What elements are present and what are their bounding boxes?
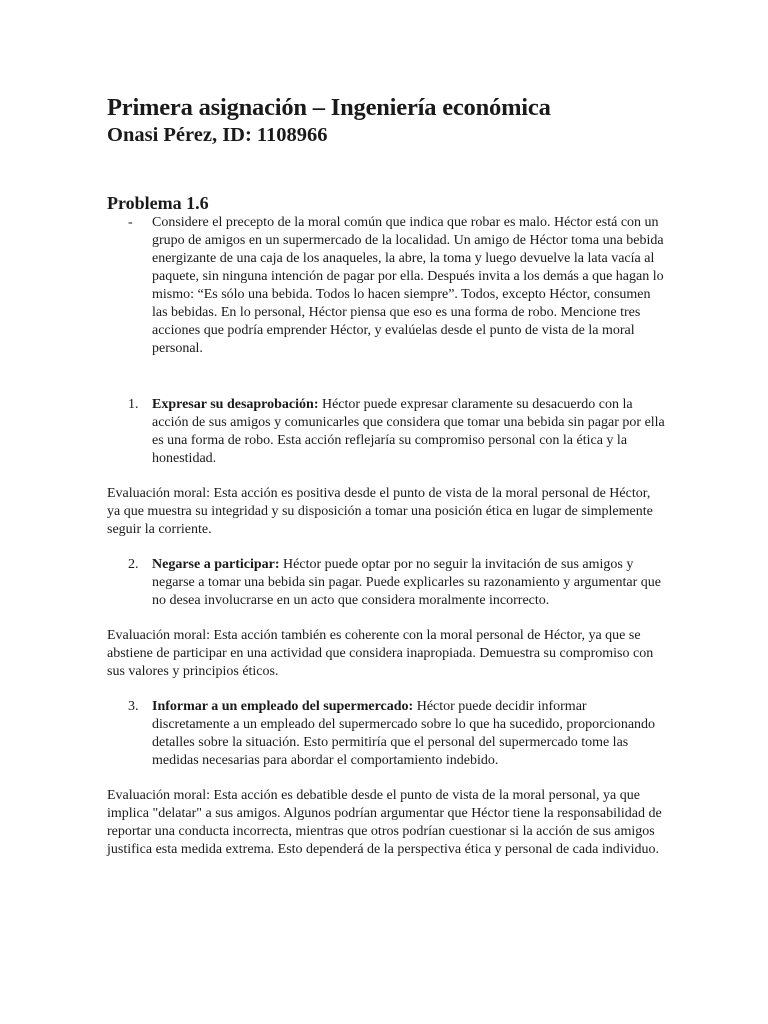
problem-statement: Considere el precepto de la moral común que indica que robar es malo. Héctor está con un grupo de amigos en un supermercado de la localidad. Un amigo de Héctor toma una bebida energizante de una caja de los anaqueles, la abre, la toma y luego devuelve la lata vacía al paquete, sin ninguna intención de pagar por ella. Después invita a los demás a que hagan lo mismo: “Es sólo una bebida. Todos lo hacen siempre”. Todos, excepto Héctor, consumen las bebidas. En lo personal, Héctor piensa que eso es una forma de robo. Mencione tres acciones que podría emprender Héctor, y evalúelas desde el punto de vista de la moral personal. [152, 215, 664, 356]
evaluation-2: Evaluación moral: Esta acción también es coherente con la moral personal de Héctor, ya que se abstiene de participar en una actividad que considera inapropiada. Demuestra su compromiso con sus valores y principios éticos. [107, 628, 654, 679]
action-item-2 [107, 556, 667, 610]
action-text-3: Héctor puede decidir informar discretamente a un empleado del supermercado sobre lo que ha sucedido, proporcionando detalles sobre la situación. Esto permitiría que el personal del supermercado tome las medidas necesarias para abordar el comportamiento indebido. [152, 699, 656, 768]
document-author: Onasi Pérez, ID: 1108966 [107, 124, 328, 146]
action-number-3: 3. [128, 699, 139, 714]
action-body-2 [152, 556, 667, 610]
dash-bullet: - [128, 215, 133, 230]
document-title: Primera asignación – Ingeniería económica [107, 94, 551, 121]
problem-statement-item [107, 214, 667, 358]
action-body-3 [152, 698, 667, 770]
action-number-1: 1. [128, 397, 139, 412]
action-lead-3: Informar a un empleado del supermercado: [152, 699, 414, 714]
action-body-1 [152, 396, 667, 468]
problem-heading: Problema 1.6 [107, 193, 209, 213]
action-lead-1: Expresar su desaprobación: [152, 397, 319, 412]
action-item-1 [107, 396, 667, 468]
action-number-2: 2. [128, 557, 139, 572]
action-lead-2: Negarse a participar: [152, 557, 280, 572]
evaluation-3: Evaluación moral: Esta acción es debatible desde el punto de vista de la moral personal, ya que implica "delatar" a sus amigos. Algunos podrían argumentar que Héctor tiene la responsabilidad de reportar una conducta incorrecta, mientras que otros podrían cuestionar si la acción de sus amigos justifica esta medida extrema. Esto dependerá de la perspectiva ética y personal de cada individuo. [107, 788, 662, 857]
action-text-2: Héctor puede optar por no seguir la invitación de sus amigos y negarse a tomar una bebida sin pagar. Puede explicarles su razonamiento y argumentar que no desea involucrarse en un acto que considera moralmente incorrecto. [152, 557, 661, 608]
document-page [107, 94, 667, 859]
action-text-1: Héctor puede expresar claramente su desacuerdo con la acción de sus amigos y comunicarles que considera que tomar una bebida sin pagar por ella es una forma de robo. Esta acción reflejaría su compromiso personal con la ética y la honestidad. [152, 397, 665, 466]
evaluation-1: Evaluación moral: Esta acción es positiva desde el punto de vista de la moral personal de Héctor, ya que muestra su integridad y su disposición a tomar una posición ética en lugar de simplemente seguir la corriente. [107, 486, 653, 537]
action-item-3 [107, 698, 667, 770]
